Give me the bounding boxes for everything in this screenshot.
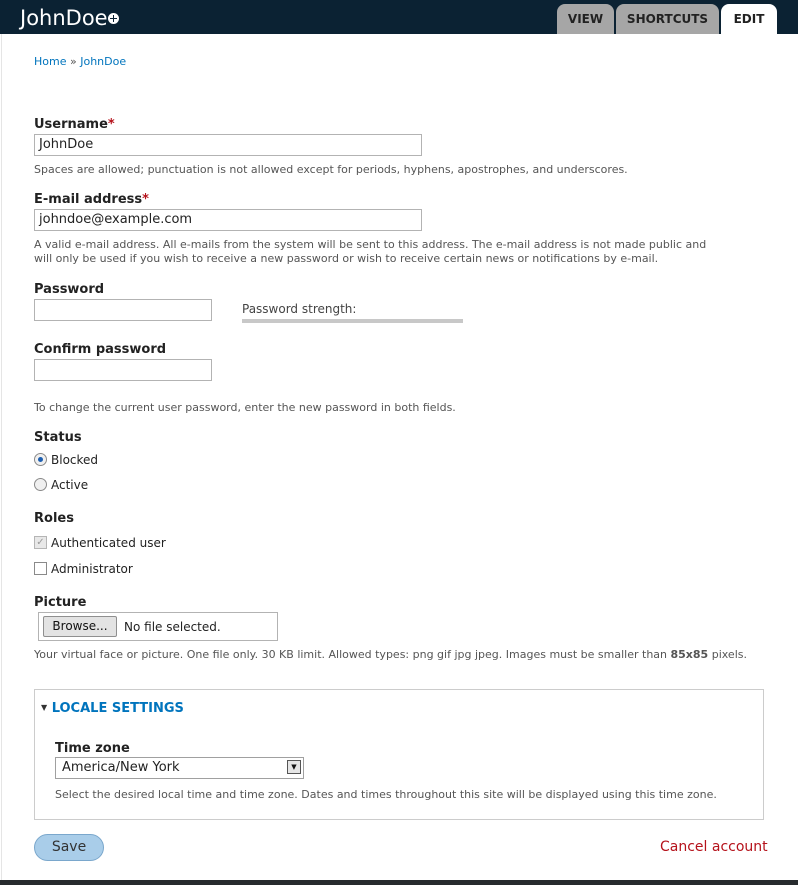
status-blocked-radio[interactable] xyxy=(34,453,47,466)
administrator-label[interactable]: Administrator xyxy=(51,562,133,576)
password-help: To change the current user password, enter the new password in both fields. xyxy=(34,401,456,414)
picture-size-limit: 85x85 xyxy=(670,648,709,661)
breadcrumb xyxy=(34,55,126,68)
cancel-account-link[interactable]: Cancel account xyxy=(660,839,768,855)
picture-help-suffix: pixels. xyxy=(711,648,747,661)
password-label: Password xyxy=(34,282,105,297)
confirm-password-input[interactable] xyxy=(34,359,212,381)
confirm-password-label: Confirm password xyxy=(34,342,167,357)
tab-edit[interactable]: EDIT xyxy=(721,4,777,34)
browse-button[interactable]: Browse... xyxy=(43,616,117,637)
breadcrumb-separator: » xyxy=(69,55,77,68)
breadcrumb-current-link[interactable]: JohnDoe xyxy=(80,55,127,68)
email-input[interactable]: johndoe@example.com xyxy=(34,209,422,231)
breadcrumb-home-link[interactable]: Home xyxy=(34,55,67,68)
collapse-triangle-icon: ▼ xyxy=(41,703,48,712)
username-input[interactable]: JohnDoe xyxy=(34,134,422,156)
timezone-help: Select the desired local time and time zone. Dates and times throughout this site will be displayed using this time zone. xyxy=(55,788,717,801)
locale-settings-fieldset xyxy=(34,689,764,820)
no-file-text: No file selected. xyxy=(124,620,221,634)
tab-shortcuts[interactable]: SHORTCUTS xyxy=(616,4,719,34)
chevron-down-icon[interactable]: ▼ xyxy=(287,760,301,774)
username-label-text: Username xyxy=(34,117,108,132)
page-title: JohnDoe xyxy=(20,6,108,30)
add-shortcut-icon[interactable] xyxy=(108,13,119,24)
timezone-selected-value: America/New York xyxy=(62,760,180,775)
username-help: Spaces are allowed; punctuation is not allowed except for periods, hyphens, apostrophes, and underscores. xyxy=(34,163,628,176)
timezone-label: Time zone xyxy=(55,741,130,756)
username-label xyxy=(34,117,115,132)
email-help xyxy=(34,238,774,266)
locale-settings-legend: LOCALE SETTINGS xyxy=(51,701,184,716)
password-input[interactable] xyxy=(34,299,212,321)
timezone-select[interactable] xyxy=(55,757,304,779)
password-strength-label: Password strength: xyxy=(242,302,357,316)
header-bar xyxy=(0,0,798,34)
email-help-line-2: will only be used if you wish to receive a new password or wish to receive certain news or notifications by e-mail. xyxy=(34,252,659,265)
email-label xyxy=(34,192,149,207)
tab-view[interactable]: VIEW xyxy=(557,4,614,34)
authenticated-user-label: Authenticated user xyxy=(51,536,166,550)
status-blocked-label[interactable]: Blocked xyxy=(51,453,99,467)
save-button[interactable]: Save xyxy=(34,834,104,861)
status-label: Status xyxy=(34,430,82,445)
password-strength-bar xyxy=(242,319,463,323)
administrator-checkbox[interactable] xyxy=(34,562,47,575)
email-label-text: E-mail address xyxy=(34,192,143,207)
required-marker: * xyxy=(107,117,115,132)
required-marker: * xyxy=(142,192,149,207)
status-active-label[interactable]: Active xyxy=(51,478,89,492)
status-active-radio[interactable] xyxy=(34,478,47,491)
picture-file-input[interactable] xyxy=(38,612,278,641)
picture-help-text: Your virtual face or picture. One file only. 30 KB limit. Allowed types: png gif jpg jpeg. Images must be smaller than xyxy=(34,648,667,661)
email-help-line-1: A valid e-mail address. All e-mails from the system will be sent to this address. The e-mail address is not made public and xyxy=(34,238,707,251)
picture-label: Picture xyxy=(34,595,87,610)
locale-settings-toggle[interactable] xyxy=(41,701,184,716)
authenticated-user-checkbox: ✓ xyxy=(34,536,47,549)
bottom-bar xyxy=(0,880,798,885)
roles-label: Roles xyxy=(34,511,74,526)
picture-help xyxy=(34,648,774,662)
